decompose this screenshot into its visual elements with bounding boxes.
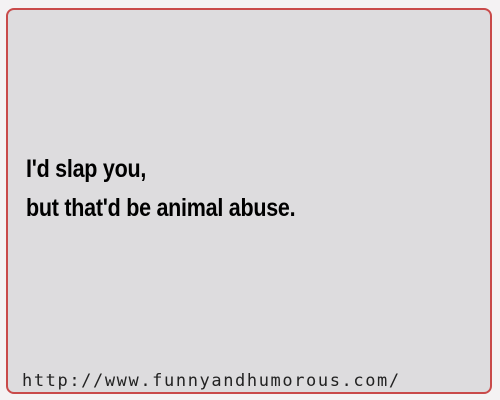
source-url: http://www.funnyandhumorous.com/ <box>22 371 401 391</box>
quote-line-2: but that'd be animal abuse. <box>26 194 296 222</box>
quote-text <box>26 150 295 228</box>
quote-card <box>6 8 492 394</box>
quote-line-1: I'd slap you, <box>26 155 147 183</box>
